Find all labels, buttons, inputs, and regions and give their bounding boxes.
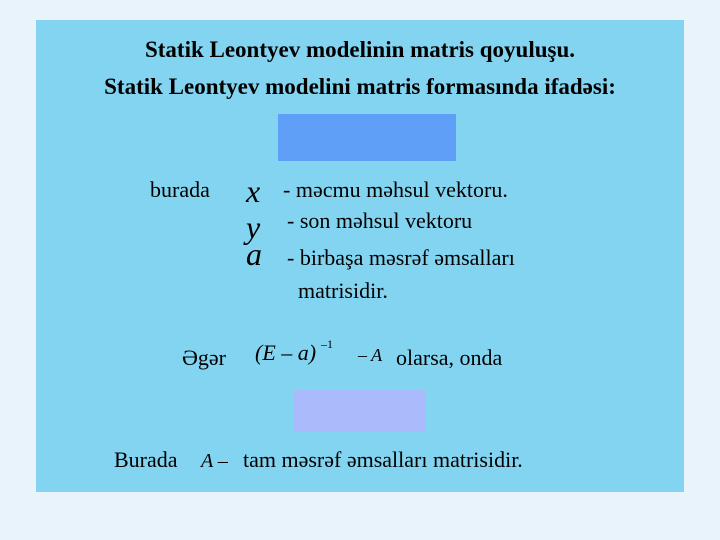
a-description-line-1: - birbaşa məsrəf əmsalları: [287, 245, 515, 270]
eger-label: Əgər: [182, 345, 226, 370]
result-placeholder-box: [293, 390, 426, 432]
a-description-line-2: matrisidir.: [298, 278, 388, 303]
A-symbol: A –: [201, 450, 228, 472]
a-symbol: a: [246, 236, 262, 272]
title-line-1: Statik Leontyev modelinin matris qoyuluşu.: [144, 37, 576, 62]
x-symbol: x: [246, 173, 261, 209]
formula-rhs: – A: [358, 345, 383, 365]
title-line-2: Statik Leontyev modelini matris formasında ifadəsi:: [104, 74, 616, 99]
formula-exponent: –1: [321, 337, 333, 351]
olarsa-text: olarsa, onda: [396, 345, 503, 370]
burada-label-2: Burada: [114, 447, 178, 472]
slide: [36, 20, 684, 492]
burada-label: burada: [150, 177, 210, 202]
final-text: tam məsrəf əmsalları matrisidir.: [243, 447, 523, 472]
y-symbol: y: [246, 209, 261, 245]
y-description: - son məhsul vektoru: [287, 208, 473, 233]
formula-placeholder-box: [278, 114, 456, 161]
x-description: - məcmu məhsul vektoru.: [283, 177, 508, 202]
formula-main: (E – a): [255, 340, 317, 365]
